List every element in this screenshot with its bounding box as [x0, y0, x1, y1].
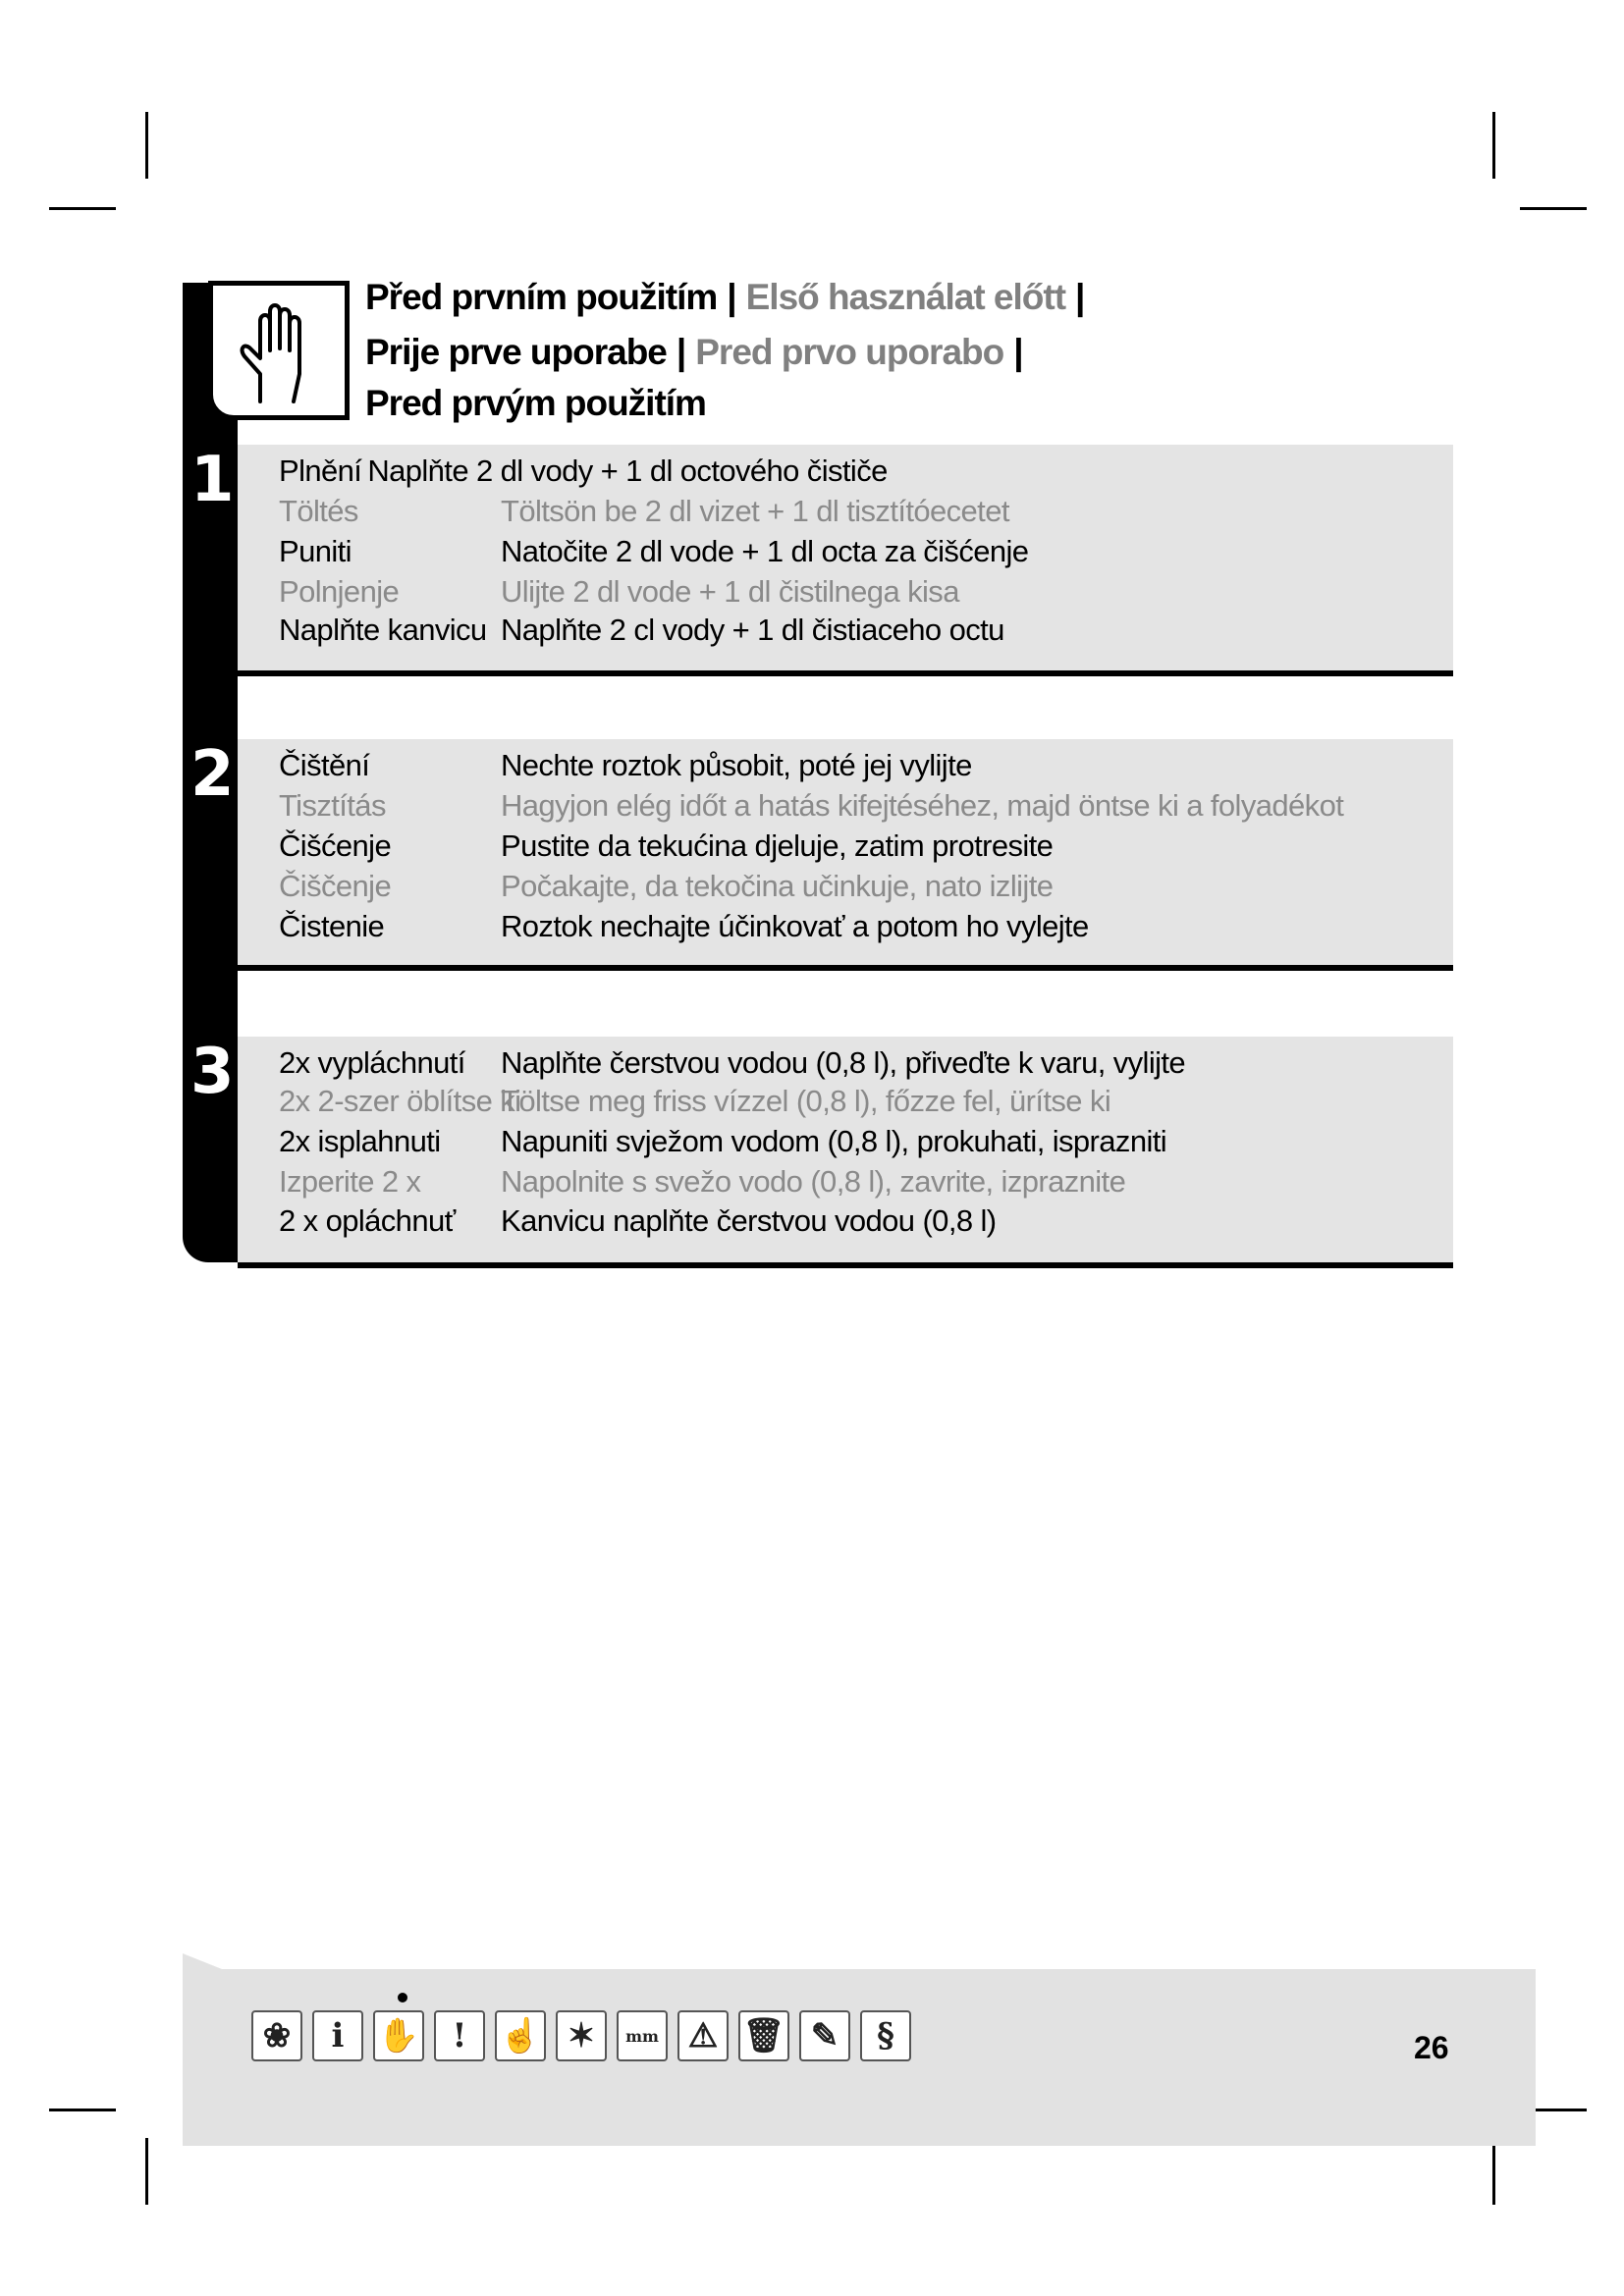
step-1-row-3: [279, 534, 1028, 569]
row-label: Čištění: [279, 748, 370, 782]
row-text: Töltsön be 2 dl vizet + 1 dl tisztítóecetet: [501, 494, 1009, 528]
row-text: Ulijte 2 dl vode + 1 dl čistilnega kisa: [501, 574, 959, 609]
row-label: Plnění: [279, 454, 362, 488]
row-label: Polnjenje: [279, 574, 400, 609]
title-separator: |: [676, 332, 686, 372]
title-cs: Před prvním použitím: [365, 277, 718, 317]
step-number-1: 1: [190, 444, 235, 516]
row-label: 2x isplahnuti: [279, 1124, 441, 1158]
row-label: 2x vypláchnutí: [279, 1045, 465, 1080]
row-label: 2x 2-szer öblítse ki: [279, 1084, 521, 1118]
row-text: Napuniti svježom vodom (0,8 l), prokuhati, isprazniti: [501, 1124, 1167, 1158]
pencil-icon[interactable]: ✎: [799, 2010, 850, 2061]
title-hr: Prije prve uporabe: [365, 332, 667, 372]
footer-notch: [183, 1953, 222, 1969]
crop-mark: [1520, 207, 1587, 210]
row-text: Natočite 2 dl vode + 1 dl octa za čišćenje: [501, 534, 1029, 568]
step-3-row-4: [279, 1164, 1125, 1200]
title-line-3: [365, 383, 706, 424]
plant-icon[interactable]: ❀: [251, 2010, 302, 2061]
row-label: 2 x opláchnuť: [279, 1203, 456, 1238]
crop-mark: [1492, 112, 1495, 179]
step-3-row-3: [279, 1124, 1166, 1159]
step-2-row-3: [279, 828, 1053, 864]
step-1-row-5: [279, 613, 1004, 648]
row-label: Töltés: [279, 494, 358, 528]
title-separator: |: [1075, 277, 1085, 317]
crop-mark: [1492, 2138, 1495, 2205]
step-3-row-1: [279, 1045, 1185, 1081]
info-icon[interactable]: i: [312, 2010, 363, 2061]
row-label: Čišćenje: [279, 828, 392, 863]
hand-icon: [233, 299, 327, 405]
crop-mark: [145, 112, 148, 179]
step-number-2: 2: [190, 738, 235, 811]
bin-icon[interactable]: 🗑: [738, 2010, 789, 2061]
title-hu: Első használat előtt: [745, 277, 1066, 317]
row-label: Izperite 2 x: [279, 1164, 421, 1199]
row-text: Pustite da tekućina djeluje, zatim protresite: [501, 828, 1054, 863]
row-label: Čistenie: [279, 909, 385, 943]
row-text: Naplňte čerstvou vodou (0,8 l), přiveďte k varu, vylijte: [501, 1045, 1186, 1080]
row-text: Hagyjon elég időt a hatás kifejtéséhez, majd öntse ki a folyadékot: [501, 788, 1344, 823]
title-sk: Pred prvým použitím: [365, 383, 706, 423]
row-text: Napolnite s svežo vodo (0,8 l), zavrite, izpraznite: [501, 1164, 1126, 1199]
page-number: 26: [1414, 2030, 1449, 2065]
row-label: Čiščenje: [279, 869, 392, 903]
hand-icon-box: [208, 281, 350, 420]
active-section-dot: [398, 1993, 407, 2002]
step-1-row-2: [279, 494, 1009, 529]
row-text: Naplňte 2 dl vody + 1 dl octového čističe: [367, 454, 888, 488]
step-1-row-4: [279, 574, 959, 610]
pointing-hand-icon[interactable]: ☝: [495, 2010, 546, 2061]
step-2-row-1: [279, 748, 972, 783]
crop-mark: [49, 207, 116, 210]
row-label: Tisztítás: [279, 788, 386, 823]
title-line-2: [365, 332, 1033, 373]
step-2-row-4: [279, 869, 1053, 904]
crop-mark: [145, 2138, 148, 2205]
title-separator: |: [1013, 332, 1023, 372]
row-text: Roztok nechajte účinkovať a potom ho vylejte: [501, 909, 1089, 943]
step-1-row-1: [279, 454, 888, 489]
row-text: Töltse meg friss vízzel (0,8 l), főzze fel, ürítse ki: [501, 1084, 1111, 1118]
step-number-3: 3: [190, 1036, 235, 1108]
step-3-row-5: [279, 1203, 997, 1239]
title-separator: |: [727, 277, 736, 317]
step-3-row-2: [279, 1084, 1110, 1119]
section-icon[interactable]: §: [860, 2010, 911, 2061]
crop-mark: [49, 2109, 116, 2111]
ruler-icon[interactable]: mm: [617, 2010, 668, 2061]
row-text: Kanvicu naplňte čerstvou vodou (0,8 l): [501, 1203, 997, 1238]
step-2-row-2: [279, 788, 1343, 824]
row-text: Naplňte 2 cl vody + 1 dl čistiaceho octu: [501, 613, 1004, 647]
row-label: Puniti: [279, 534, 352, 568]
step-2-row-5: [279, 909, 1089, 944]
title-sl: Pred prvo uporabo: [695, 332, 1004, 372]
warning-icon[interactable]: ⚠: [677, 2010, 729, 2061]
section-icon-bar: [251, 2010, 911, 2061]
hand-icon[interactable]: ✋: [373, 2010, 424, 2061]
title-line-1: [365, 277, 1094, 318]
star-burst-icon[interactable]: ✶: [556, 2010, 607, 2061]
exclamation-icon[interactable]: !: [434, 2010, 485, 2061]
row-label: Naplňte kanvicu: [279, 613, 487, 647]
row-text: Počakajte, da tekočina učinkuje, nato izlijte: [501, 869, 1054, 903]
row-text: Nechte roztok působit, poté jej vylijte: [501, 748, 972, 782]
